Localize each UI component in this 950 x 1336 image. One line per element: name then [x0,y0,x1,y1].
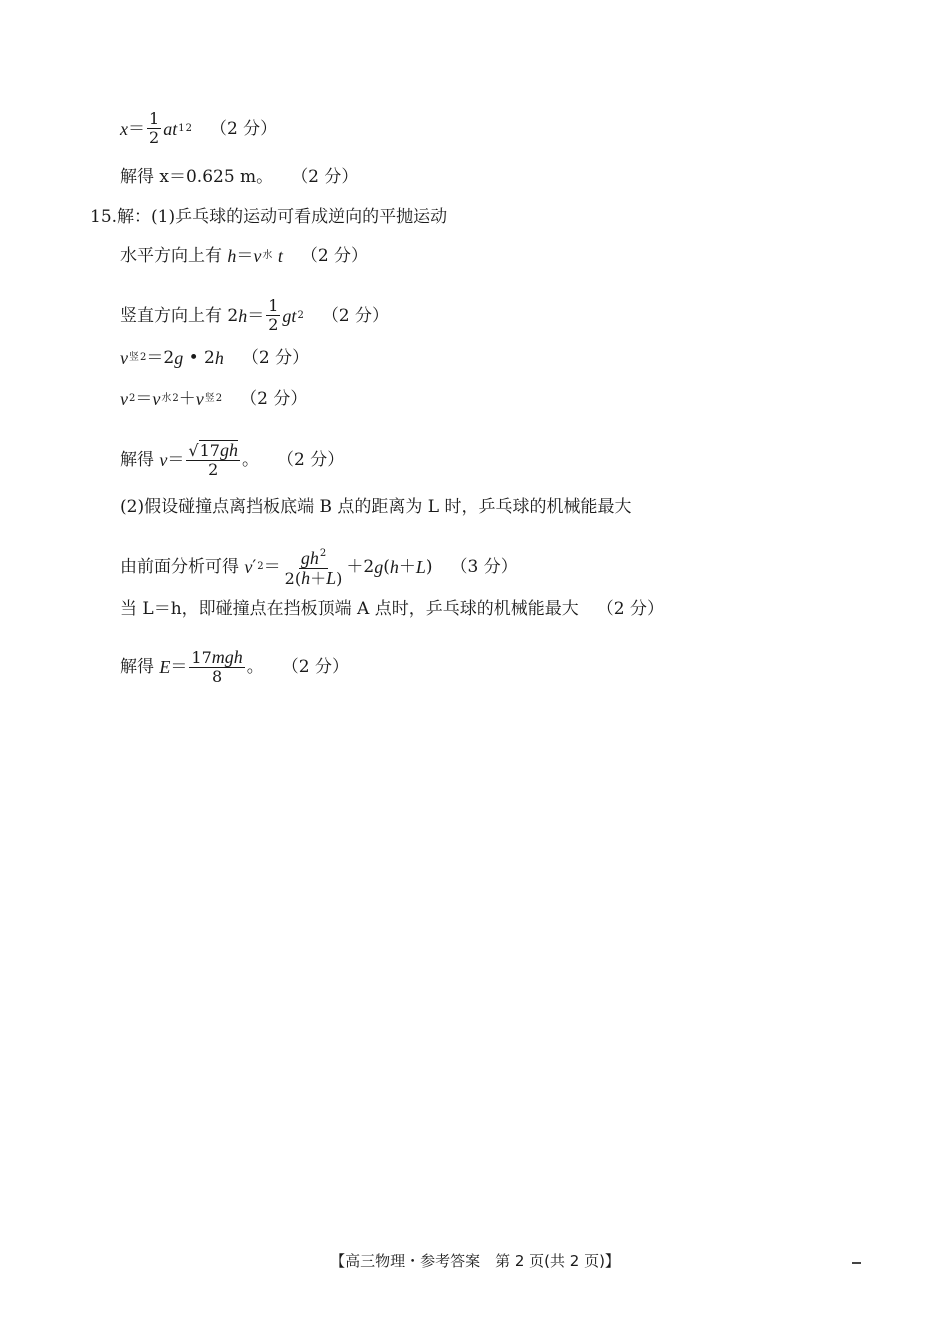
score: （2 分） [276,450,345,470]
fraction-one-half: $\frac{1}{2}$ [268,296,279,334]
score: （2 分） [240,389,308,409]
score: （2 分） [209,118,278,139]
velocity-composition-equation: v 2 ＝ v 水 2 ＋ v 竖 2 （2 分） [120,389,308,409]
result-x: 解得 x＝0.625 m。 （2 分） [120,167,359,187]
question-15-heading: 15.解：(1)乒乓球的运动可看成逆向的平抛运动 [90,207,448,227]
corner-mark [852,1262,861,1264]
page-footer: 【高三物理・参考答案 第 2 页(共 2 页)】 [330,1252,620,1270]
fraction-one-half: $\frac{1}{2}$ [149,109,160,147]
vertical-equation: 竖直方向上有 2 h ＝ $\frac{1}{2}$ g t 2 （2 分） [120,296,390,334]
score: （2 分） [321,305,390,326]
score: （2 分） [300,246,369,266]
fraction-gh2-over-2hL: $\frac{gh^2}{2(h+L)}$ [283,545,345,588]
result-energy: 解得 E ＝ $\frac{\text{17mgh}}{8}$ 。 （2 分） [120,647,349,686]
formula-displacement: x ＝ $\frac{1}{2}$ a t 1 2 （2 分） [120,109,278,147]
score: （2 分） [241,348,310,368]
max-energy-condition: 当 L＝h，即碰撞点在挡板顶端 A 点时，乒乓球的机械能最大 （2 分） [120,599,664,619]
score: （2 分） [281,657,349,677]
fraction-17mgh-over-8: $\frac{\text{17mgh}}{8}$ [191,647,243,686]
part-2-assumption: (2)假设碰撞点离挡板底端 B 点的距离为 L 时，乒乓球的机械能最大 [120,497,632,517]
horizontal-equation: 水平方向上有 h ＝ v 水 t （2 分） [120,246,369,266]
fraction-sqrt-17gh-over-2: $\frac{√17gh}{2}$ [188,440,238,479]
score: （2 分） [291,167,359,187]
vertical-velocity-equation: v 竖 2 ＝2 g • 2 h （2 分） [120,348,310,368]
v-prime-equation: 由前面分析可得 v ′ 2 ＝ $\frac{gh^2}{2(h+L)}$ ＋2 g ( h ＋ L ) （3 分） [120,545,518,588]
score: （3 分） [450,556,518,577]
score: （2 分） [596,599,664,619]
result-v: 解得 v ＝ $\frac{√17gh}{2}$ 。 （2 分） [120,440,345,479]
